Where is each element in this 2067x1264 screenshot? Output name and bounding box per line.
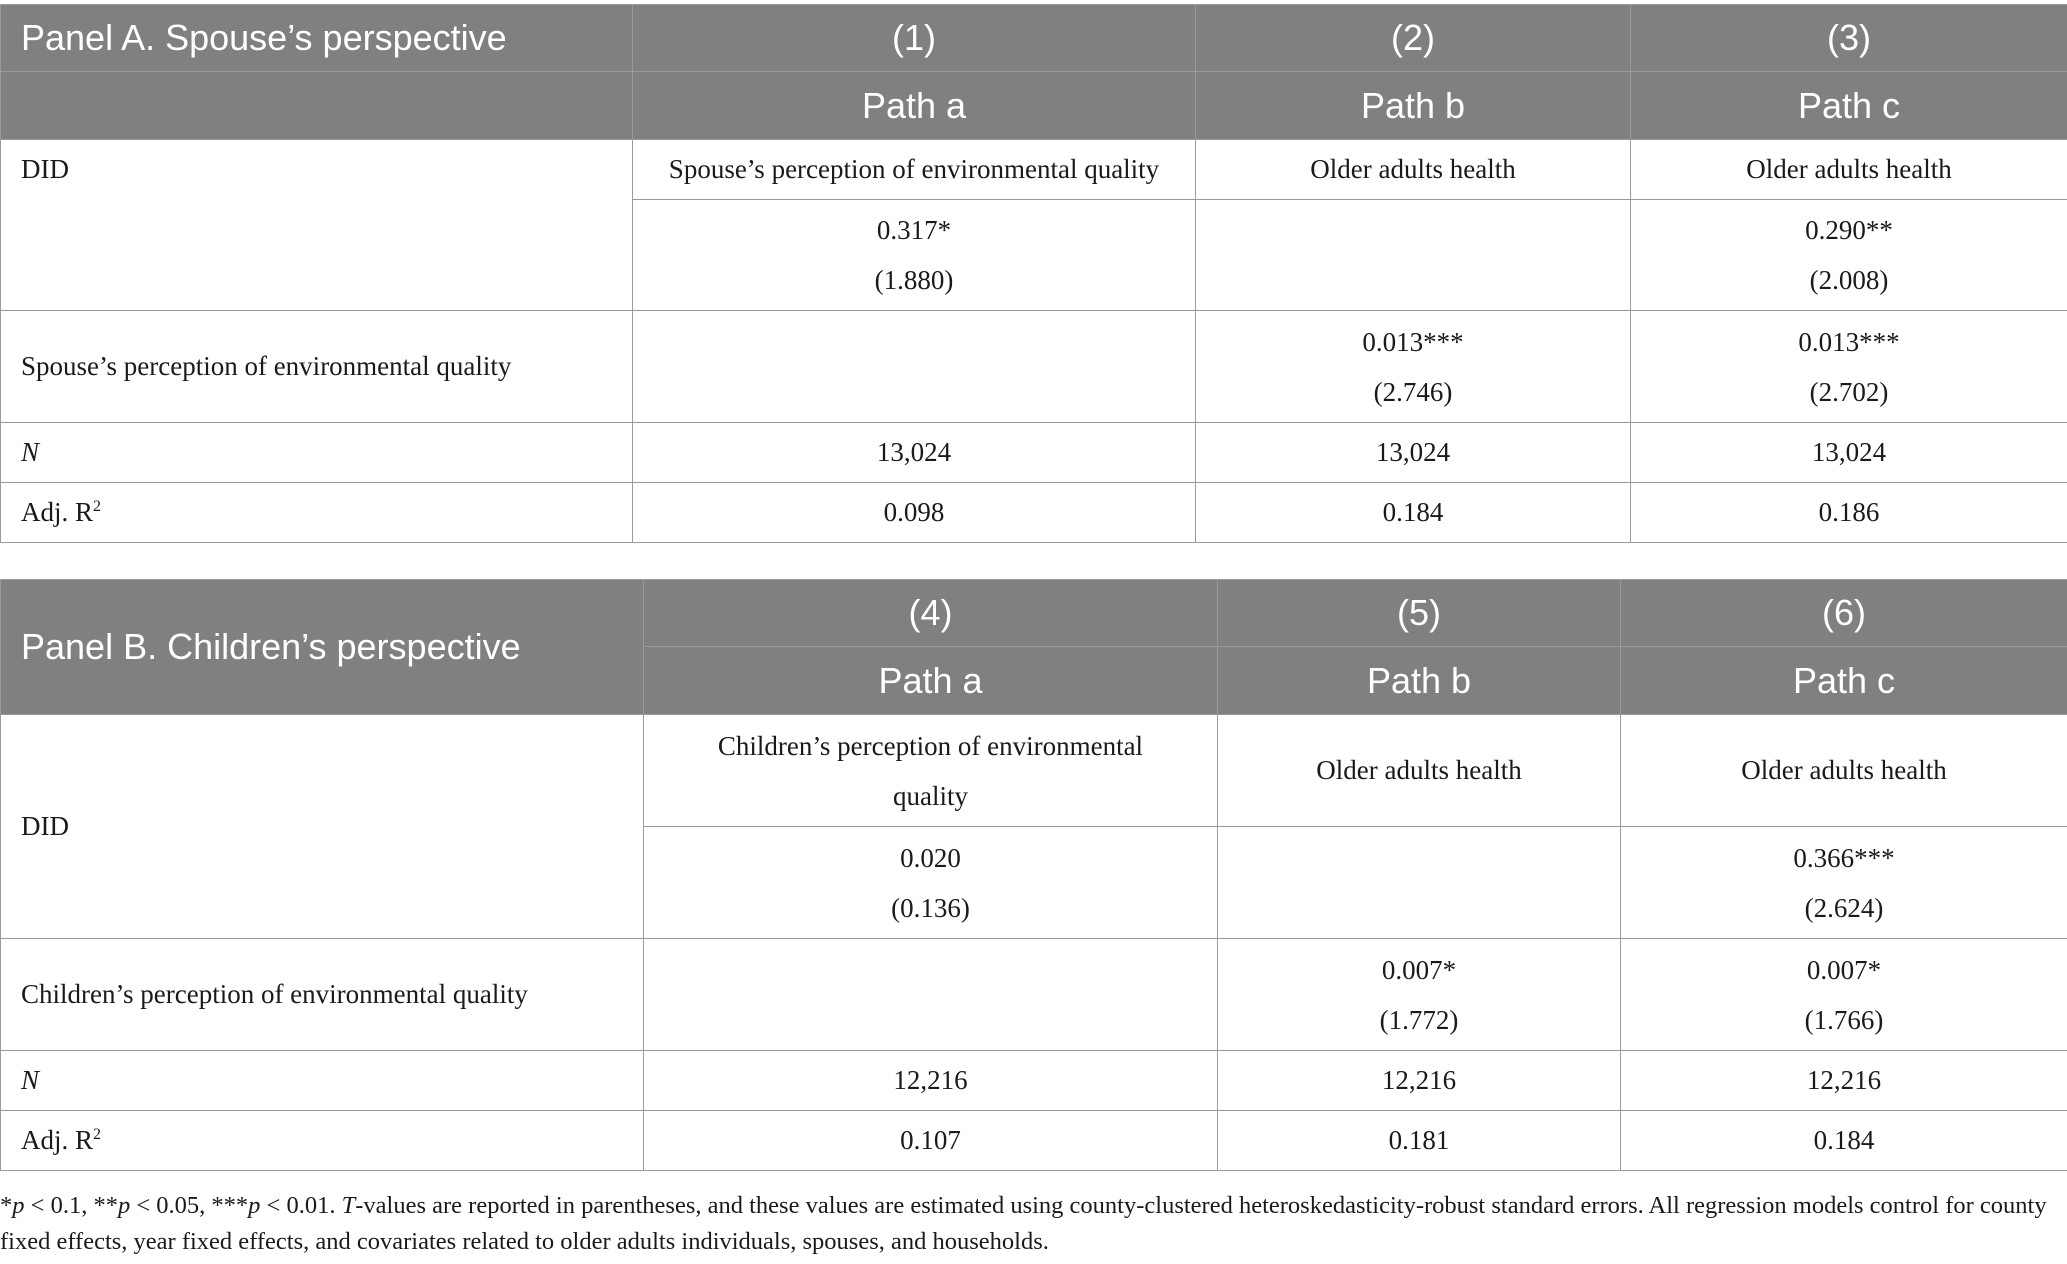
panel-b-med-cell-3	[1621, 939, 2067, 1051]
footnote-p1: p	[12, 1192, 25, 1219]
panel-a-depvar-2: Older adults health	[1196, 140, 1631, 200]
panel-a-did-cell-2	[1196, 200, 1631, 311]
panel-a-col-1: (1)	[633, 5, 1196, 72]
panel-b-did-label: DID	[1, 715, 644, 939]
panel-b-n-3: 12,216	[1621, 1051, 2067, 1111]
t-value: (0.136)	[891, 892, 970, 923]
coef: 0.366***	[1793, 842, 1895, 873]
panel-b-depvar-1: Children’s perception of environmental quality	[644, 715, 1218, 827]
panel-a-n-1: 13,024	[633, 423, 1196, 483]
panel-a-table	[0, 4, 2067, 543]
footnote-p1-rest: < 0.1, **	[24, 1192, 118, 1219]
panel-a-path-b: Path b	[1196, 72, 1631, 140]
coef: 0.020	[900, 842, 961, 873]
panel-b-n-1: 12,216	[644, 1051, 1218, 1111]
panel-b-med-cell-2	[1218, 939, 1621, 1051]
footnote-p2: p	[117, 1192, 131, 1219]
panel-b-path-c: Path c	[1621, 647, 2067, 715]
panel-a-r2-2: 0.184	[1196, 483, 1631, 543]
footnote-star: *	[0, 1192, 13, 1219]
panel-b-did-cell-1	[644, 827, 1218, 939]
panel-b-path-a: Path a	[644, 647, 1218, 715]
coef: 0.007*	[1806, 954, 1882, 985]
panel-a-title-spacer	[1, 72, 633, 140]
panel-a-r2-label	[1, 483, 633, 543]
panel-a-did-cell-3	[1631, 200, 2067, 311]
panel-b-table	[0, 579, 2067, 1171]
footnote-t: T	[341, 1192, 356, 1219]
panel-a-depvar-3: Older adults health	[1631, 140, 2067, 200]
panel-b-r2-1: 0.107	[644, 1111, 1218, 1171]
panel-b-title: Panel B. Children’s perspective	[1, 580, 644, 715]
panel-b-col-6: (6)	[1621, 580, 2067, 647]
t-value: (2.624)	[1804, 892, 1884, 923]
panel-a-med-cell-2	[1196, 311, 1631, 423]
t-value: (2.702)	[1809, 376, 1889, 407]
panel-a-path-a: Path a	[633, 72, 1196, 140]
footnote-p3: p	[248, 1192, 261, 1219]
r2-text: Adj. R	[21, 1125, 94, 1155]
panel-b-path-b: Path b	[1218, 647, 1621, 715]
panel-b-med-cell-1	[644, 939, 1218, 1051]
panel-a-depvar-1: Spouse’s perception of environmental quality	[633, 140, 1196, 200]
panel-a-r2-3: 0.186	[1631, 483, 2067, 543]
panel-a-r2-1: 0.098	[633, 483, 1196, 543]
panel-b-r2-label	[1, 1111, 644, 1171]
r2-superscript: 2	[93, 1126, 102, 1143]
panel-b-depvar-2: Older adults health	[1218, 715, 1621, 827]
panel-a-col-2: (2)	[1196, 5, 1631, 72]
panel-a-title: Panel A. Spouse’s perspective	[1, 5, 633, 72]
t-value: (2.746)	[1373, 376, 1453, 407]
panel-b-n-label: N	[1, 1051, 644, 1111]
panel-a-did-label: DID	[1, 140, 633, 311]
panel-a-med-cell-1	[633, 311, 1196, 423]
panel-b-r2-2: 0.181	[1218, 1111, 1621, 1171]
panel-a-n-3: 13,024	[1631, 423, 2067, 483]
panel-a-n-label: N	[1, 423, 633, 483]
panel-a-col-3: (3)	[1631, 5, 2067, 72]
footnote-rest: -values are reported in parentheses, and these values are estimated using county-clustered heteroskedasticity-robust standard errors. All regression models control for county fixed effects, year fixed effects, and covariates related to older adults individuals, spouses, and households.	[0, 1192, 2047, 1255]
panel-b-r2-3: 0.184	[1621, 1111, 2067, 1171]
coef: 0.013***	[1362, 326, 1464, 357]
t-value: (2.008)	[1809, 265, 1889, 295]
footnote-p2-rest: < 0.05, ***	[130, 1192, 249, 1219]
panel-b-col-4: (4)	[644, 580, 1218, 647]
panel-a-path-c: Path c	[1631, 72, 2067, 140]
footnote-p3-rest: < 0.01.	[260, 1192, 342, 1219]
panel-b-depvar-3: Older adults health	[1621, 715, 2067, 827]
panel-b-col-5: (5)	[1218, 580, 1621, 647]
t-value: (1.766)	[1804, 1004, 1884, 1035]
coef: 0.317*	[876, 215, 952, 245]
panel-a-med-cell-3	[1631, 311, 2067, 423]
panel-a-did-cell-1	[633, 200, 1196, 311]
panel-b-did-cell-3	[1621, 827, 2067, 939]
coef: 0.290**	[1805, 215, 1893, 245]
panel-b-mediator-label: Children’s perception of environmental quality	[1, 939, 644, 1051]
r2-text: Adj. R	[21, 497, 94, 527]
r2-superscript: 2	[93, 498, 102, 515]
panel-b-n-2: 12,216	[1218, 1051, 1621, 1111]
table-footnote	[0, 1188, 2060, 1260]
panel-a-mediator-label: Spouse’s perception of environmental quality	[1, 311, 633, 423]
t-value: (1.880)	[874, 265, 954, 295]
panel-a-n-2: 13,024	[1196, 423, 1631, 483]
panel-b-did-cell-2	[1218, 827, 1621, 939]
coef: 0.007*	[1381, 954, 1457, 985]
coef: 0.013***	[1798, 326, 1900, 357]
t-value: (1.772)	[1379, 1004, 1459, 1035]
